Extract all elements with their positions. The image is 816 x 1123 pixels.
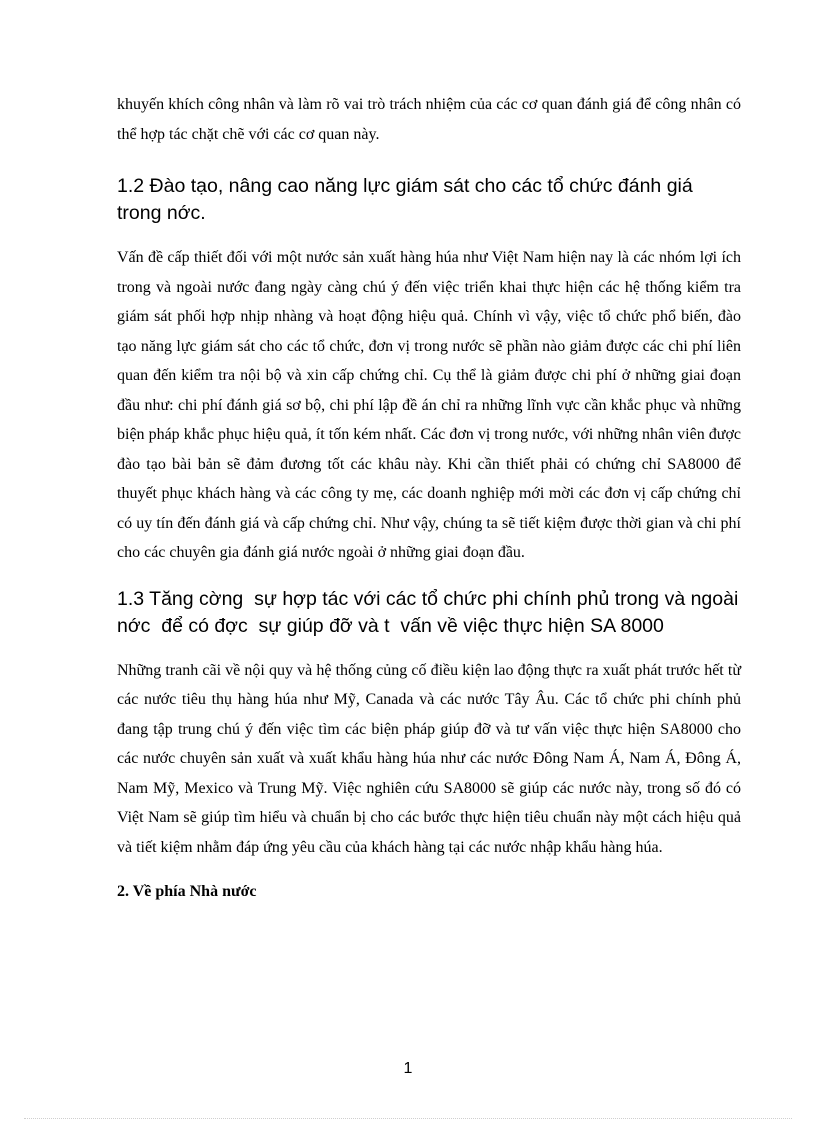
section-1-2-heading: 1.2 Đào tạo, nâng cao năng lực giám sát cho các tổ chức đánh giá trong nớc. [117, 175, 693, 224]
section-1-3-heading: 1.3 Tăng cờng sự hợp tác với các tổ chức phi chính phủ trong và ngoài nớc để có đợc sự giúp đỡ và t vấn về việc thực hiện SA 8000 [117, 587, 744, 637]
intro-paragraph: khuyến khích công nhân và làm rõ vai trò trách nhiệm của các cơ quan đánh giá để công nhân có thể hợp tác chặt chẽ với các cơ quan này. [117, 96, 741, 143]
page-content [117, 90, 744, 904]
page-number: 1 [403, 1060, 413, 1077]
section-2-heading: 2. Về phía Nhà nước [117, 883, 257, 900]
page-boundary-divider [24, 1118, 792, 1119]
section-1-3-paragraph: Những tranh cãi về nội quy và hệ thống củng cố điều kiện lao động thực ra xuất phát trước hết từ các nước tiêu thụ hàng húa như Mỹ, Canada và các nước Tây Âu. Các tổ chức phi chính phủ đang tập trung chú ý đến việc tìm các biện pháp giúp đỡ và tư vấn việc thực hiện SA8000 cho các nước chuyên sản xuất và xuất khẩu hàng húa như các nước Đông Nam Á, Nam Á, Đông Á, Nam Mỹ, Mexico và Trung Mỹ. Việc nghiên cứu SA8000 sẽ giúp các nước này, trong số đó có Việt Nam sẽ giúp tìm hiểu và chuẩn bị cho các bước thực hiện tiêu chuẩn này một cách hiệu quả và tiết kiệm nhằm đáp ứng yêu cầu của khách hàng tại các nước nhập khẩu hàng húa. [117, 661, 741, 856]
section-1-2-paragraph: Vấn đề cấp thiết đối với một nước sản xuất hàng húa như Việt Nam hiện nay là các nhóm lợi ích trong và ngoài nước đang ngày càng chú ý đến việc triển khai thực hiện các hệ thống kiểm tra giám sát phối hợp nhịp nhàng và hoạt động hiệu quả. Chính vì vậy, việc tổ chức phổ biến, đào tạo năng lực giám sát cho các tổ chức, đơn vị trong nước sẽ phần nào giảm được các chi phí liên quan đến kiểm tra nội bộ và xin cấp chứng chỉ. Cụ thể là giảm được chi phí ở những giai đoạn đầu như: chi phí đánh giá sơ bộ, chi phí lập đề án chỉ ra những lĩnh vực cần khắc phục và những biện pháp khắc phục hiệu quả, ít tốn kém nhất. Các đơn vị trong nước, với những nhân viên được đào tạo bài bản sẽ đảm đương tốt các khâu này. Khi cần thiết phải có chứng chỉ SA8000 để thuyết phục khách hàng và các công ty mẹ, các doanh nghiệp mới mời các đơn vị cấp chứng chỉ có uy tín đến đánh giá và cấp chứng chỉ. Như vậy, chúng ta sẽ tiết kiệm được thời gian và chi phí cho các chuyên gia đánh giá nước ngoài ở những giai đoạn đầu. [117, 249, 741, 561]
